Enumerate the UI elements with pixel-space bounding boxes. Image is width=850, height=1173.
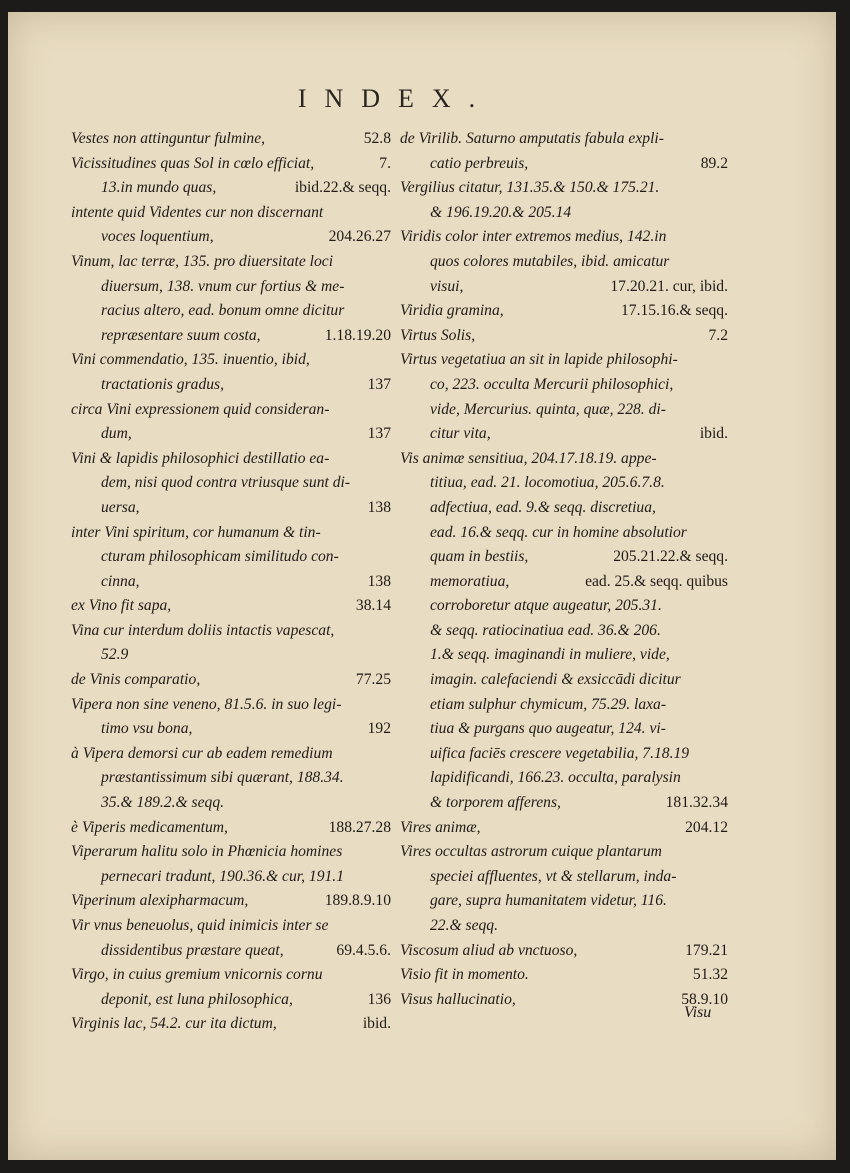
index-entry-line [400, 201, 728, 226]
entry-text: timo vsu bona, [101, 720, 193, 738]
index-entry-line [71, 275, 391, 300]
entry-text: Vires occultas astrorum cuique plantarum [400, 843, 662, 861]
entry-text: à Vipera demorsi cur ab eadem remedium [71, 744, 333, 762]
book-page [8, 12, 836, 1160]
page-title: INDEX. [297, 84, 494, 113]
index-column-left [71, 127, 391, 1037]
entry-reference: 17.15.16.& seqq. [621, 302, 728, 320]
entry-text: 1.& seqq. imaginandi in muliere, vide, [430, 646, 670, 664]
index-entry-line [71, 398, 391, 423]
index-entry-line [71, 668, 391, 693]
entry-text: Vicissitudines quas Sol in cœlo efficiat, [71, 154, 315, 172]
index-entry-line [400, 963, 728, 988]
entry-text: vide, Mercurius. quinta, quæ, 228. di- [430, 400, 666, 418]
entry-text: tiua & purgans quo augeatur, 124. vi- [430, 720, 666, 738]
entry-reference: 181.32.34 [665, 794, 728, 812]
entry-text: titiua, ead. 21. locomotiua, 205.6.7.8. [430, 474, 665, 492]
entry-reference: 137 [367, 425, 391, 443]
entry-text: Vina cur interdum doliis intactis vapescat, [71, 621, 335, 639]
entry-text: Vini & lapidis philosophici destillatio ea- [71, 449, 330, 467]
entry-text: voces loquentium, [101, 228, 214, 246]
index-entry-line [71, 791, 391, 816]
index-entry-line [71, 152, 391, 177]
index-entry-line [71, 643, 391, 668]
entry-reference: 7. [379, 154, 391, 172]
entry-text: cinna, [101, 572, 140, 590]
entry-reference: 38.14 [355, 597, 391, 615]
index-entry-line [71, 373, 391, 398]
index-entry-line [400, 324, 728, 349]
entry-text: speciei affluentes, vt & stellarum, inda- [430, 867, 677, 885]
entry-text: Viridia gramina, [400, 302, 504, 320]
entry-text: 52.9 [101, 646, 129, 664]
entry-text: dissidentibus præstare queat, [101, 941, 284, 959]
catchword: Visu [684, 1004, 712, 1021]
entry-text: Vires animæ, [400, 818, 481, 836]
entry-text: deponit, est luna philosophica, [101, 990, 293, 1008]
entry-text: Virtus Solis, [400, 326, 476, 344]
entry-text: diuersum, 138. vnum cur fortius & me- [101, 277, 345, 295]
index-entry-line [71, 176, 391, 201]
index-entry-line [71, 939, 391, 964]
entry-text: co, 223. occulta Mercurii philosophici, [430, 375, 674, 393]
entry-text: intente quid Videntes cur non discernant [71, 203, 324, 221]
entry-text: imagin. calefaciendi & exsiccādi dicitur [430, 671, 681, 689]
index-entry-line [400, 840, 728, 865]
entry-text: 22.& seqq. [430, 917, 499, 934]
entry-text: de Virilib. Saturno amputatis fabula expli- [400, 130, 664, 147]
entry-reference: 138 [367, 572, 391, 590]
index-entry-line [71, 840, 391, 865]
index-entry-line [71, 816, 391, 841]
index-entry-line [400, 668, 728, 693]
entry-text: citur vita, [430, 425, 491, 443]
index-entry-line [400, 914, 728, 939]
index-entry-line [400, 619, 728, 644]
entry-text: & torporem afferens, [430, 794, 561, 812]
index-entry-line [400, 643, 728, 668]
entry-reference: 7.2 [708, 326, 728, 344]
index-entry-line [71, 717, 391, 742]
index-entry-line [400, 225, 728, 250]
entry-reference: 69.4.5.6. [336, 941, 391, 959]
index-entry-line [71, 1012, 391, 1037]
entry-text: ead. 16.& seqq. cur in homine absolutior [430, 523, 687, 541]
index-entry-line [400, 521, 728, 546]
entry-text: præstantissimum sibi quærant, 188.34. [101, 769, 344, 787]
index-entry-line [71, 348, 391, 373]
index-entry-line [400, 496, 728, 521]
entry-reference: 77.25 [355, 671, 391, 689]
entry-text: quam in bestiis, [430, 548, 529, 566]
entry-reference: 179.21 [685, 941, 728, 959]
entry-reference: 136 [367, 990, 391, 1008]
index-entry-line [71, 988, 391, 1013]
entry-reference: 52.8 [363, 130, 391, 147]
entry-text: Vinum, lac terræ, 135. pro diuersitate loci [71, 252, 334, 270]
index-entry-line [71, 963, 391, 988]
index-entry-line [71, 545, 391, 570]
entry-text: Visus hallucinatio, [400, 990, 516, 1008]
index-entry-line [400, 939, 728, 964]
entry-reference: 138 [367, 498, 391, 516]
entry-text: etiam sulphur chymicum, 75.29. laxa- [430, 695, 667, 713]
entry-text: Vir vnus beneuolus, quid inimicis inter se [71, 917, 329, 934]
entry-text: racius altero, ead. bonum omne dicitur [101, 302, 345, 320]
entry-text: dum, [101, 425, 132, 443]
index-entry-line [71, 299, 391, 324]
index-entry-line [71, 766, 391, 791]
index-entry-line [400, 152, 728, 177]
index-entry-line [400, 594, 728, 619]
entry-reference: ibid. [699, 425, 728, 443]
entry-reference: 58.9.10 [681, 990, 728, 1008]
entry-text: memoratiua, [430, 572, 510, 590]
entry-text: ex Vino fit sapa, [71, 597, 172, 615]
entry-reference: 89.2 [700, 154, 728, 172]
index-entry-line [400, 373, 728, 398]
index-entry-line [400, 865, 728, 890]
entry-reference: 192 [367, 720, 391, 738]
index-entry-line [71, 619, 391, 644]
index-entry-line [400, 988, 728, 1013]
entry-text: uifica faciēs crescere vegetabilia, 7.18.19 [430, 744, 690, 762]
index-entry-line [400, 693, 728, 718]
index-entry-line [71, 250, 391, 275]
entry-reference: 17.20.21. cur, ibid. [610, 277, 728, 295]
entry-text: repræsentare suum costa, [101, 326, 261, 344]
entry-text: Vini commendatio, 135. inuentio, ibid, [71, 351, 310, 369]
entry-text: Vis animæ sensitiua, 204.17.18.19. appe- [400, 449, 657, 467]
index-entry-line [71, 570, 391, 595]
entry-text: pernecari tradunt, 190.36.& cur, 191.1 [101, 867, 344, 885]
index-entry-line [400, 742, 728, 767]
entry-text: adfectiua, ead. 9.& seqq. discretiua, [430, 498, 656, 516]
index-entry-line [400, 816, 728, 841]
entry-reference: 188.27.28 [328, 818, 391, 836]
entry-text: & 196.19.20.& 205.14 [430, 203, 572, 221]
entry-text: quos colores mutabiles, ibid. amicatur [430, 252, 670, 270]
entry-text: tractationis gradus, [101, 375, 225, 393]
index-entry-line [71, 693, 391, 718]
index-entry-line [400, 275, 728, 300]
index-entry-line [71, 889, 391, 914]
entry-reference: ibid. [362, 1015, 391, 1033]
index-entry-line [71, 865, 391, 890]
index-entry-line [71, 742, 391, 767]
entry-text: 35.& 189.2.& seqq. [101, 794, 225, 812]
index-entry-line [71, 914, 391, 939]
index-entry-line [400, 348, 728, 373]
index-entry-line [71, 594, 391, 619]
entry-reference: 204.12 [685, 818, 728, 836]
entry-text: de Vinis comparatio, [71, 671, 201, 689]
entry-text: uersa, [101, 498, 140, 516]
entry-text: circa Vini expressionem quid consideran- [71, 400, 330, 418]
index-entry-line [400, 422, 728, 447]
index-entry-line [400, 791, 728, 816]
index-entry-line [71, 225, 391, 250]
index-entry-line [400, 250, 728, 275]
entry-text: Viperarum halitu solo in Phœnicia homines [71, 843, 343, 861]
index-entry-line [71, 447, 391, 472]
index-entry-line [71, 496, 391, 521]
entry-text: catio perbreuis, [430, 154, 529, 172]
entry-reference: 137 [367, 375, 391, 393]
entry-reference: 189.8.9.10 [324, 892, 391, 910]
entry-text: Visio fit in momento. [400, 966, 529, 984]
index-entry-line [71, 201, 391, 226]
entry-text: 13.in mundo quas, [101, 179, 217, 197]
entry-text: Virtus vegetatiua an sit in lapide philosophi- [400, 351, 678, 369]
entry-text: è Viperis medicamentum, [71, 818, 228, 836]
entry-text: Virgo, in cuius gremium vnicornis cornu [71, 966, 323, 984]
entry-text: Virginis lac, 54.2. cur ita dictum, [71, 1015, 277, 1033]
index-entry-line [71, 521, 391, 546]
index-entry-line [400, 471, 728, 496]
entry-text: dem, nisi quod contra vtriusque sunt di- [101, 474, 351, 492]
index-entry-line [71, 127, 391, 152]
entry-text: Viperinum alexipharmacum, [71, 892, 249, 910]
index-entry-line [400, 299, 728, 324]
index-entry-line [400, 717, 728, 742]
entry-text: Vestes non attinguntur fulmine, [71, 130, 266, 147]
entry-text: visui, [430, 277, 464, 295]
entry-text: & seqq. ratiocinatiua ead. 36.& 206. [430, 621, 661, 639]
index-entry-line [400, 127, 728, 152]
index-entry-line [400, 176, 728, 201]
entry-text: gare, supra humanitatem videtur, 116. [430, 892, 667, 910]
entry-text: Viridis color inter extremos medius, 142.in [400, 228, 667, 246]
entry-text: corroboretur atque augeatur, 205.31. [430, 597, 662, 615]
index-entry-line [71, 471, 391, 496]
index-column-right [400, 127, 728, 1012]
index-entry-line [400, 766, 728, 791]
entry-reference: 205.21.22.& seqq. [613, 548, 728, 566]
entry-text: Viscosum aliud ab vnctuoso, [400, 941, 578, 959]
index-entry-line [400, 570, 728, 595]
entry-reference: 204.26.27 [328, 228, 391, 246]
index-entry-line [71, 324, 391, 349]
entry-reference: ead. 25.& seqq. quibus [585, 572, 728, 590]
entry-text: Vipera non sine veneno, 81.5.6. in suo legi- [71, 695, 342, 713]
entry-text: lapidificandi, 166.23. occulta, paralysin [430, 769, 681, 787]
entry-reference: ibid.22.& seqq. [294, 179, 391, 197]
entry-text: inter Vini spiritum, cor humanum & tin- [71, 523, 321, 541]
entry-text: Vergilius citatur, 131.35.& 150.& 175.21. [400, 179, 660, 197]
index-entry-line [400, 545, 728, 570]
index-entry-line [71, 422, 391, 447]
index-entry-line [400, 447, 728, 472]
entry-reference: 1.18.19.20 [324, 326, 391, 344]
entry-text: cturam philosophicam similitudo con- [101, 548, 339, 566]
entry-reference: 51.32 [692, 966, 728, 984]
index-entry-line [400, 398, 728, 423]
index-entry-line [400, 889, 728, 914]
